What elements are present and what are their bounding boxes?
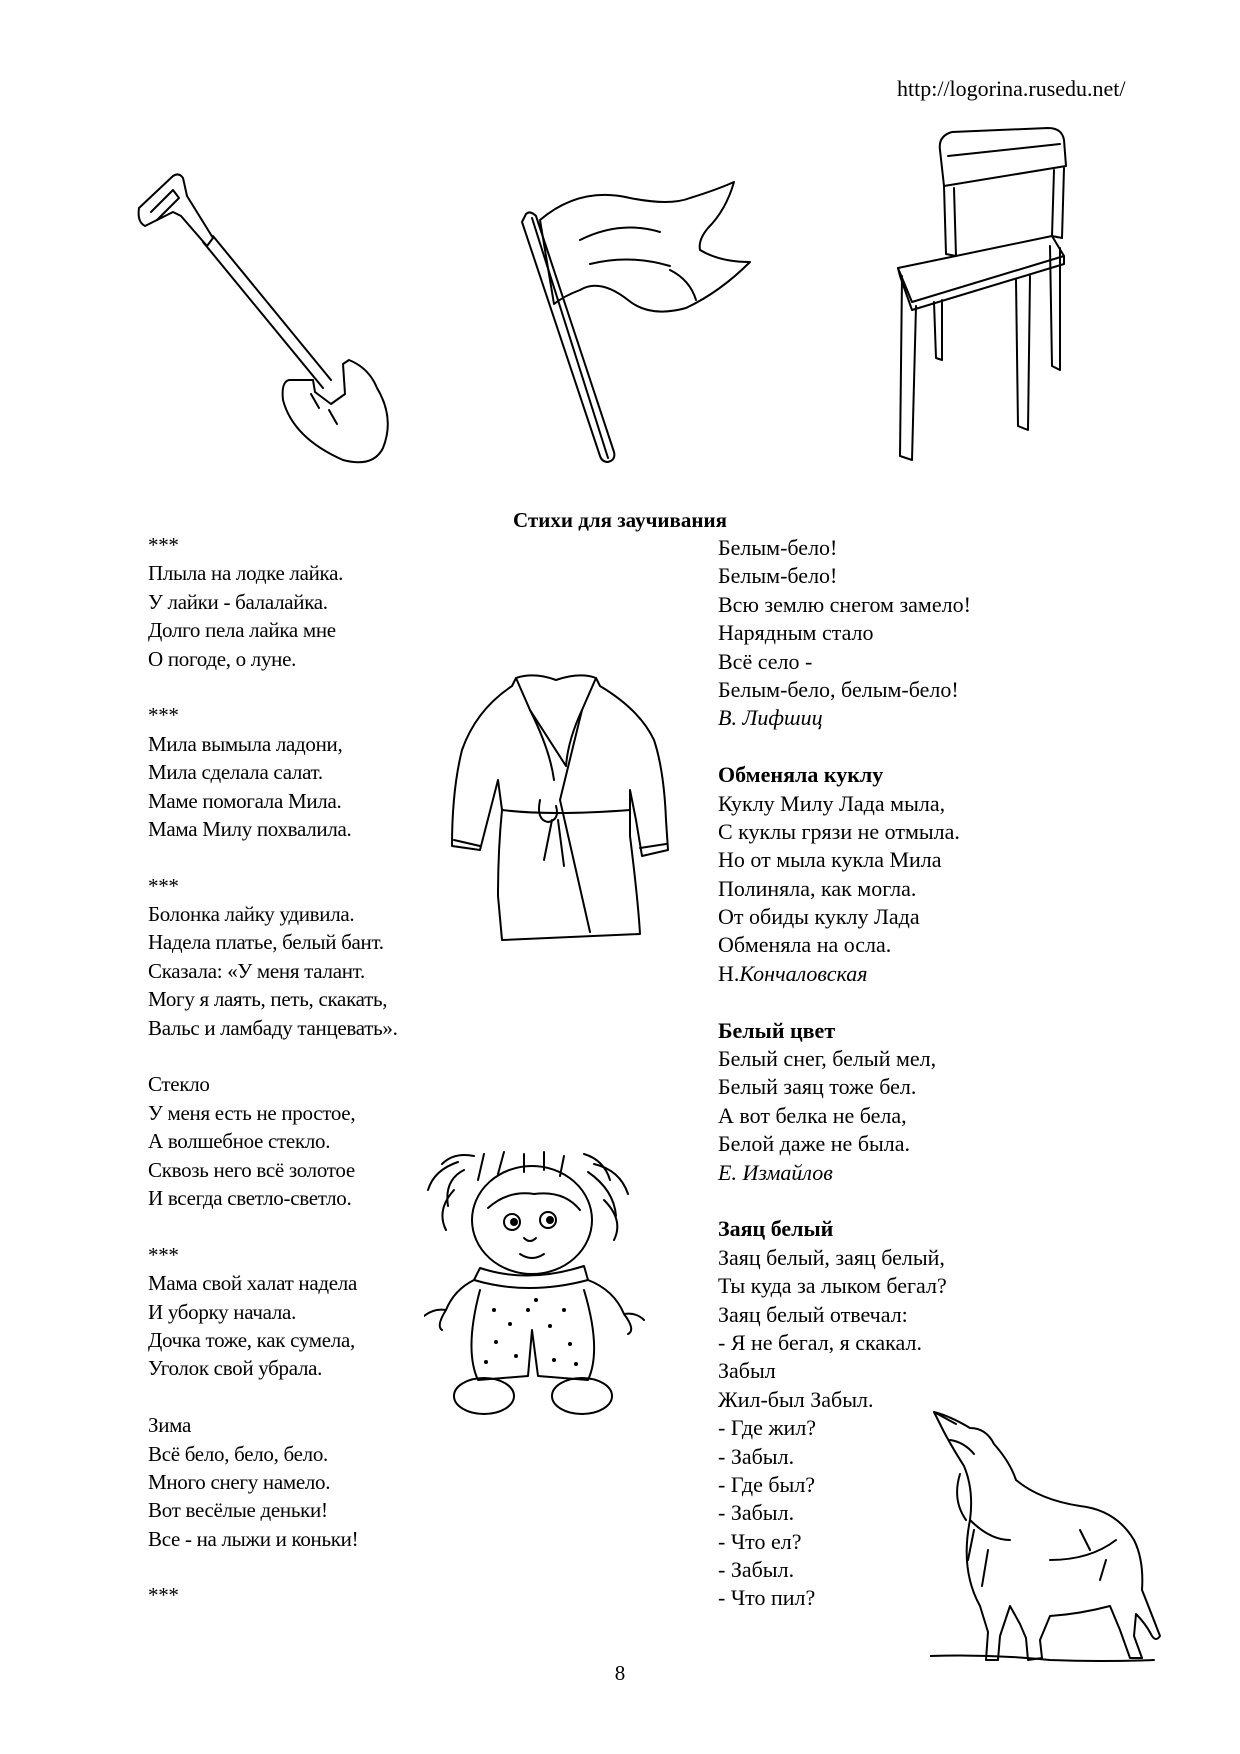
poem-line: А волшебное стекло. (148, 1129, 331, 1154)
poem-line: Много снегу намело. (148, 1469, 331, 1494)
poem-author (718, 960, 971, 988)
poem-line: Белый заяц тоже бел. (718, 1074, 917, 1100)
poem-line: Могу я лаять, петь, скакать, (148, 987, 388, 1012)
poem-line: Полиняла, как могла. (718, 875, 917, 901)
stanza-gap (148, 1042, 398, 1070)
poem-line: - Я не бегал, я скакал. (718, 1329, 922, 1355)
poem-line: Заяц белый, заяц белый, (718, 1244, 945, 1270)
poem-line: Уголок свой убрала. (148, 1356, 323, 1381)
poem-line: Белым-бело! (718, 563, 838, 589)
poem-line: Всё село - (718, 648, 813, 674)
poem-line: Мила вымыла ладони, (148, 731, 343, 756)
doll-drawing (424, 1150, 646, 1422)
poem-line: Долго пела лайка мне (148, 618, 336, 643)
poem-title: *** (148, 873, 179, 898)
poem-line: - Забыл. (718, 1557, 795, 1583)
poem-title: Заяц белый (718, 1216, 834, 1242)
poem-line: - Что пил? (718, 1585, 816, 1611)
poem-line: Белой даже не была. (718, 1131, 911, 1157)
poem-line: От обиды куклу Лада (718, 904, 920, 930)
poem-line: Обменяла на осла. (718, 932, 892, 958)
chair-drawing (888, 126, 1070, 462)
poem-title: *** (148, 533, 179, 557)
poem-line: Но от мыла кукла Мила (718, 847, 942, 873)
page-number: 8 (614, 1661, 626, 1685)
right-poems-column (718, 534, 971, 1613)
poem-line: Белый снег, белый мел, (718, 1046, 937, 1072)
poem-line: - Что ел? (718, 1528, 802, 1554)
author-initial: Н. (718, 960, 740, 986)
stanza-gap (148, 1212, 398, 1240)
poem-line: Куклу Милу Лада мыла, (718, 790, 946, 816)
poem-line: У меня есть не простое, (148, 1100, 356, 1125)
stanza-gap (148, 843, 398, 871)
poem-title: Белый цвет (718, 1017, 836, 1043)
poem-line: Вот весёлые деньки! (148, 1498, 328, 1523)
robe-drawing (440, 670, 672, 942)
poem-line: Маме помогала Мила. (148, 788, 342, 813)
poem-line: Всё бело, бело, бело. (148, 1441, 328, 1466)
poem-author (718, 704, 971, 732)
stanza-gap (718, 733, 971, 761)
left-poems-column (148, 531, 398, 1610)
poem-line: Нарядным стало (718, 620, 874, 646)
poem-line: Болонка лайку удивила. (148, 902, 355, 927)
poem-line: Сквозь него всё золотое (148, 1157, 355, 1182)
poem-line: - Где жил? (718, 1415, 817, 1441)
poem-line: Мама свой халат надела (148, 1271, 357, 1296)
poem-line: Ты куда за лыком бегал? (718, 1273, 947, 1299)
flag-drawing (520, 180, 765, 465)
poem-line: С куклы грязи не отмыла. (718, 818, 960, 844)
poem-title: *** (148, 703, 179, 728)
poem-line: - Забыл. (718, 1500, 795, 1526)
poem-line: И всегда светло-светло. (148, 1185, 352, 1210)
stanza-gap (148, 1383, 398, 1411)
poem-line: Белым-бело, белым-бело! (718, 676, 959, 702)
poem-line: Надела платье, белый бант. (148, 930, 384, 955)
poem-title: Обменяла куклу (718, 762, 884, 788)
stanza-gap (718, 988, 971, 1016)
poem-line: Забыл (718, 1358, 776, 1384)
poem-line: Вальс и ламбаду танцевать». (148, 1015, 398, 1040)
source-url: http://logorina.rusedu.net/ (897, 76, 1126, 101)
poem-line: Жил-был Забыл. (718, 1386, 874, 1412)
poem-line: Дочка тоже, как сумела, (148, 1327, 355, 1352)
poem-title: Зима (148, 1413, 192, 1438)
poem-line: - Где был? (718, 1471, 816, 1497)
poem-title: *** (148, 1242, 179, 1267)
stanza-gap (148, 673, 398, 701)
poem-line: - Забыл. (718, 1443, 795, 1469)
poem-line: Всю землю снегом замело! (718, 591, 971, 617)
poem-line: И уборку начала. (148, 1299, 297, 1324)
shovel-drawing (133, 168, 428, 466)
poem-line: Белым-бело! (718, 535, 838, 560)
author-name: Е. Измайлов (718, 1159, 833, 1185)
poem-line: Плыла на лодке лайка. (148, 561, 344, 586)
poem-line: У лайки - балалайка. (148, 589, 328, 614)
poem-title: *** (148, 1583, 179, 1608)
poem-author (718, 1159, 971, 1187)
poem-line: Сказала: «У меня талант. (148, 958, 365, 983)
poem-line: Заяц белый отвечал: (718, 1301, 908, 1327)
poem-line: А вот белка не бела, (718, 1102, 907, 1128)
author-name: Кончаловская (739, 960, 868, 986)
stanza-gap (148, 1553, 398, 1581)
poem-line: О погоде, о луне. (148, 646, 297, 671)
page-title: Стихи для заучивания (513, 508, 727, 532)
author-name: В. Лифшиц (718, 705, 823, 731)
poem-line: Мила сделала салат. (148, 760, 323, 785)
poem-line: Все - на лыжи и коньки! (148, 1526, 359, 1551)
poem-title: Стекло (148, 1072, 210, 1097)
stanza-gap (718, 1187, 971, 1215)
poem-line: Мама Милу похвалила. (148, 816, 352, 841)
